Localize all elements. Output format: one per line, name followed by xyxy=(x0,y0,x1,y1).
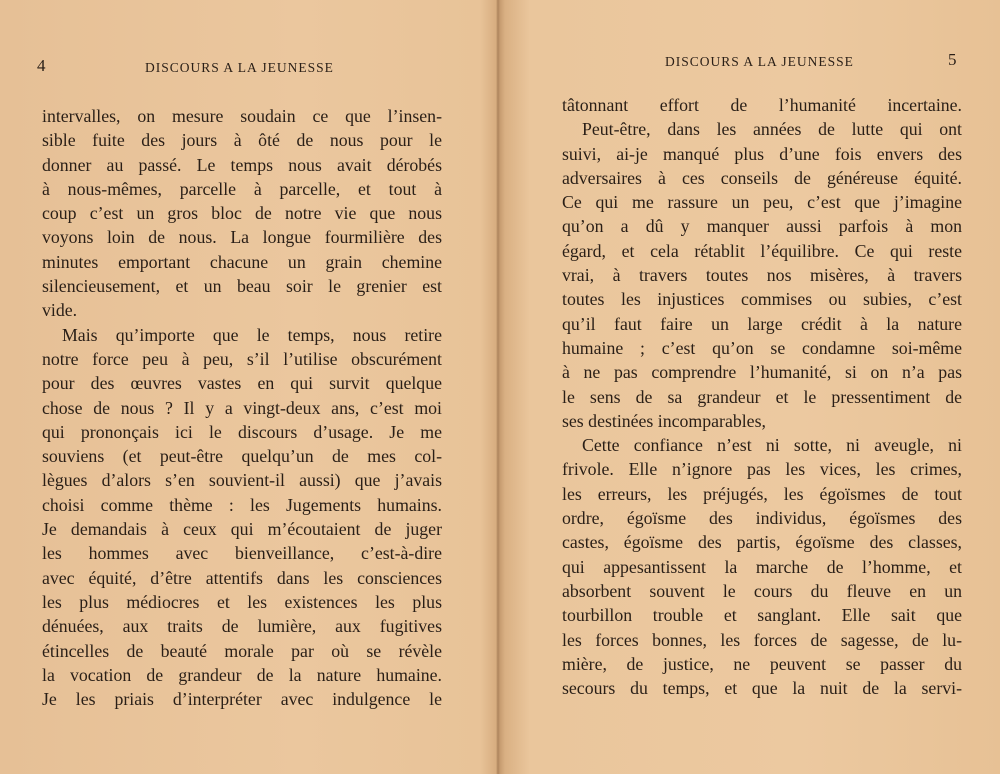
text-line: ordre, égoïsme des individus, égoïsmes des xyxy=(562,508,962,529)
text-line: secours du temps, et que la nuit de la servi- xyxy=(562,678,962,699)
text-line: castes, égoïsme des partis, égoïsme des classes, xyxy=(562,532,962,553)
text-line: frivole. Elle n’ignore pas les vices, les crimes, xyxy=(562,459,962,480)
text-line: avec équité, d’être attentifs dans les consciences xyxy=(42,567,442,588)
text-line: mière, de justice, ne peuvent se passer du xyxy=(562,653,962,674)
text-line: qu’on a dû y manquer aussi parfois à mon xyxy=(562,216,962,237)
text-line: donner au passé. Le temps nous avait dérobés xyxy=(42,154,442,175)
text-line: qui prononçais ici le discours d’usage. Je me xyxy=(42,421,442,442)
text-line: les forces bonnes, les forces de sagesse, de lu- xyxy=(562,629,962,650)
text-line: Cette confiance n’est ni sotte, ni aveugle, ni xyxy=(582,435,962,456)
left-page-text xyxy=(42,104,442,711)
text-line: suivi, ai-je manqué plus d’une fois envers des xyxy=(562,143,962,164)
text-line: qu’il faut faire un large crédit à la nature xyxy=(562,313,962,334)
text-line: silencieusement, et un beau soir le grenier est xyxy=(42,276,442,297)
text-line: le sens de sa grandeur et le pressentiment de xyxy=(562,386,962,407)
text-line: égard, et cela rétablit l’équilibre. Ce qui reste xyxy=(562,240,962,261)
text-line: chose de nous ? Il y a vingt-deux ans, c’est moi xyxy=(42,397,442,418)
text-line: à ne pas comprendre l’humanité, si on n’a pas xyxy=(562,362,962,383)
text-line: coup c’est un gros bloc de notre vie que nous xyxy=(42,203,442,224)
text-line: qui appesantissent la marche de l’homme, et xyxy=(562,556,962,577)
text-line: les hommes avec bienveillance, c’est-à-dire xyxy=(42,543,442,564)
text-line: Peut-être, dans les années de lutte qui ont xyxy=(582,119,962,140)
text-line: à nous-mêmes, parcelle à parcelle, et tout à xyxy=(42,178,442,199)
text-line: Je demandais à ceux qui m’écoutaient de juger xyxy=(42,519,442,540)
text-line: souviens (et peut-être quelqu’un de mes col- xyxy=(42,446,442,467)
page-number: 4 xyxy=(37,56,46,75)
right-page xyxy=(500,0,1000,774)
text-line: ses destinées incomparables, xyxy=(562,410,766,431)
text-line: lègues d’alors s’en souvient-il aussi) que j’avais xyxy=(42,470,442,491)
text-line: les plus médiocres et les existences les plus xyxy=(42,591,442,612)
text-line: sible fuite des jours à ôté de nous pour le xyxy=(42,130,442,151)
text-line: toutes les injustices commises ou subies, c’est xyxy=(562,289,962,310)
text-line: minutes emportant chacune un grain chemine xyxy=(42,251,442,272)
text-line: étincelles de beauté morale par où se révèle xyxy=(42,640,442,661)
text-line: Mais qu’importe que le temps, nous retire xyxy=(62,324,442,345)
text-line: notre force peu à peu, s’il l’utilise obscurément xyxy=(42,348,442,369)
text-line: la vocation de grandeur de la nature humaine. xyxy=(42,664,442,685)
text-line: tourbillon trouble et sanglant. Elle sait que xyxy=(562,605,962,626)
text-line: Je les priais d’interpréter avec indulgence le xyxy=(42,689,442,710)
text-line: Ce qui me rassure un peu, c’est que j’imagine xyxy=(562,192,962,213)
right-page-text xyxy=(562,93,962,700)
text-line: pour des œuvres vastes en qui survit quelque xyxy=(42,373,442,394)
text-line: vrai, à travers toutes nos misères, à travers xyxy=(562,265,962,286)
running-head: DISCOURS A LA JEUNESSE xyxy=(665,54,854,69)
text-line: dénuées, aux traits de lumière, aux fugitives xyxy=(42,616,442,637)
text-line: absorbent souvent le cours du fleuve en un xyxy=(562,580,962,601)
page-number: 5 xyxy=(948,50,957,69)
text-line: humaine ; c’est qu’on se condamne soi-même xyxy=(562,337,962,358)
text-line: choisi comme thème : les Jugements humains. xyxy=(42,494,442,515)
text-line: les erreurs, les préjugés, les égoïsmes de tout xyxy=(562,483,962,504)
text-line: intervalles, on mesure soudain ce que l’insen- xyxy=(42,106,442,126)
text-line: tâtonnant effort de l’humanité incertaine. xyxy=(562,95,962,115)
text-line: voyons loin de nous. La longue fourmilière des xyxy=(42,227,442,248)
text-line: vide. xyxy=(42,300,78,321)
running-head: DISCOURS A LA JEUNESSE xyxy=(145,60,334,75)
text-line: adversaires à ces conseils de généreuse équité. xyxy=(562,167,962,188)
